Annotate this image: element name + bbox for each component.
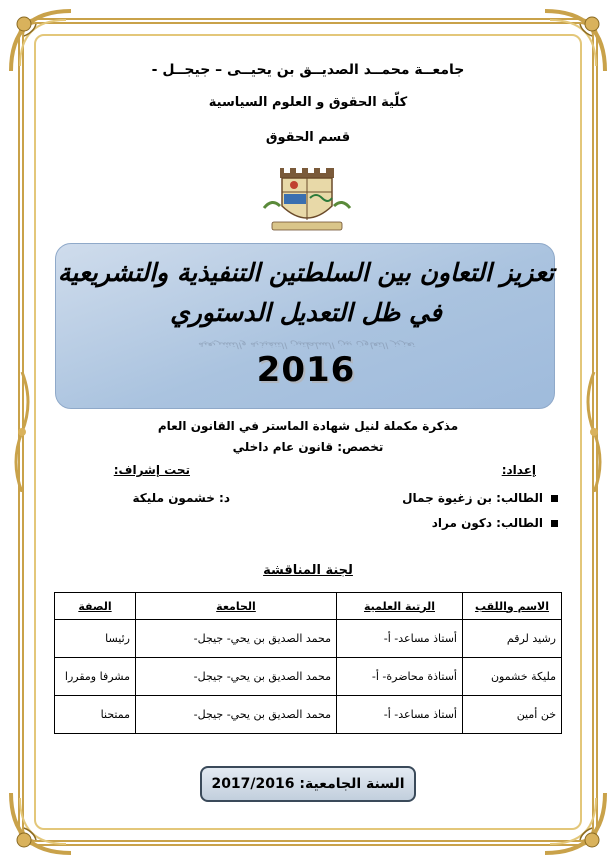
table-row xyxy=(55,658,562,696)
prepared-by-label: إعداد: xyxy=(501,463,536,477)
member-name: مليكة خشمون xyxy=(463,658,562,696)
thesis-title-reflection: تعزيز التعاون بين السلطتين التنفيذية والتشريعية xyxy=(197,340,415,351)
member-rank: أستاذ مساعد- أ- xyxy=(337,620,463,658)
faculty-name: كلّية الحقوق و العلوم السياسية xyxy=(208,95,408,110)
thesis-specialty: تخصص: قانون عام داخلي xyxy=(232,440,384,454)
bullet-icon xyxy=(551,520,558,527)
member-role: ممتحنا xyxy=(55,696,136,734)
table-row xyxy=(55,696,562,734)
member-role: رئيسا xyxy=(55,620,136,658)
member-role: مشرفا ومقررا xyxy=(55,658,136,696)
table-header-row xyxy=(55,593,562,620)
university-name: جامعــة محمــد الصديــق بن يحيــى – جيجــل - xyxy=(151,62,465,78)
column-header: الصفة xyxy=(55,593,136,620)
student-item xyxy=(402,491,558,505)
thesis-title-line-2: في ظل التعديل الدستوري xyxy=(170,298,442,327)
column-header: الجامعة xyxy=(136,593,337,620)
corner-ornament-icon xyxy=(540,788,610,858)
corner-ornament-icon xyxy=(6,788,76,858)
member-rank: أستاذ مساعد- أ- xyxy=(337,696,463,734)
committee-title: لجنة المناقشة xyxy=(263,563,353,578)
member-university: محمد الصديق بن يحي- جيجل- xyxy=(136,658,337,696)
student-name: الطالب: بن زغيوة جمال xyxy=(402,491,543,505)
student-item xyxy=(432,516,558,530)
column-header: الرتبة العلمية xyxy=(337,593,463,620)
student-name: الطالب: دكون مراد xyxy=(431,516,543,530)
table-row xyxy=(55,620,562,658)
supervisor-name: د: خشمون مليكة xyxy=(132,491,230,505)
thesis-degree: مذكرة مكملة لنيل شهادة الماستر في القانون العام xyxy=(157,419,459,433)
member-name: رشيد لرقم xyxy=(463,620,562,658)
thesis-title-box xyxy=(55,243,555,409)
thesis-year: 2016 xyxy=(256,350,356,390)
supervised-by-label: تحت إشراف: xyxy=(113,463,190,477)
thesis-title-line-1: تعزيز التعاون بين السلطتين التنفيذية والتشريعية xyxy=(57,258,555,287)
member-name: خن أمين xyxy=(463,696,562,734)
member-university: محمد الصديق بن يحي- جيجل- xyxy=(136,620,337,658)
member-rank: أستاذة محاضرة- أ- xyxy=(337,658,463,696)
department-name: قسم الحقوق xyxy=(265,130,351,145)
university-emblem-icon xyxy=(262,168,352,232)
bullet-icon xyxy=(551,495,558,502)
member-university: محمد الصديق بن يحي- جيجل- xyxy=(136,696,337,734)
column-header: الاسم واللقب xyxy=(463,593,562,620)
committee-table xyxy=(54,592,562,734)
academic-year-box: السنة الجامعية: 2017/2016 xyxy=(200,766,416,802)
